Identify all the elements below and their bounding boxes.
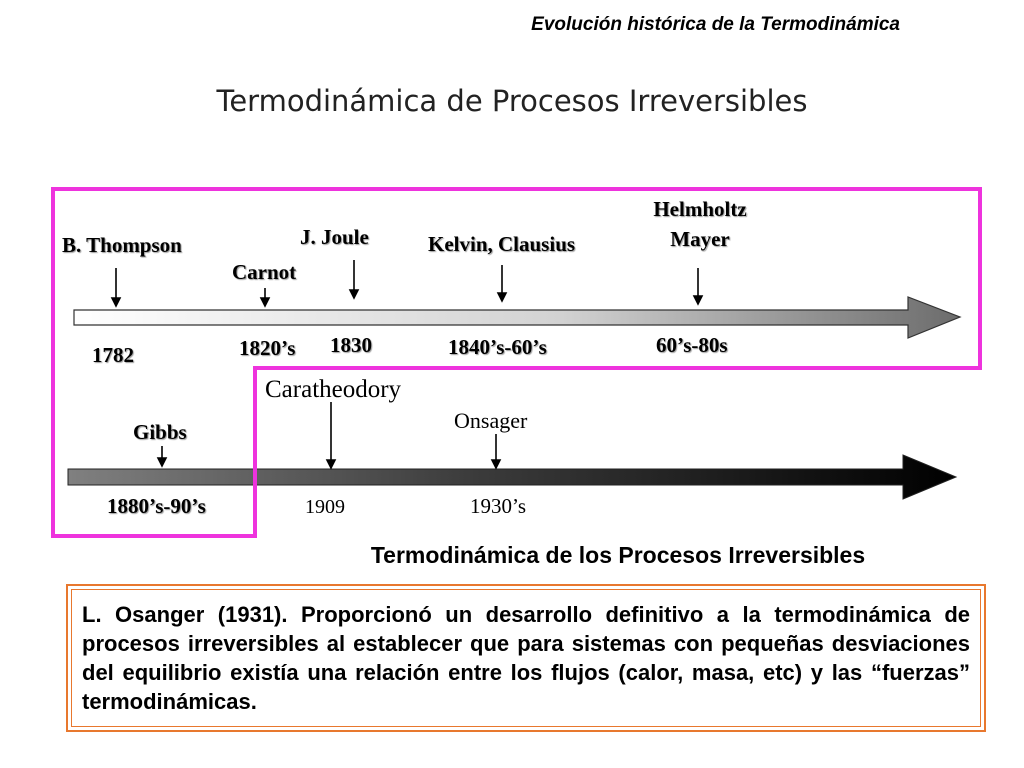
event-name-kelvin-clausius: Kelvin, Clausius	[428, 232, 576, 256]
event-date-carnot: 1820’s	[239, 336, 296, 360]
event-name-caratheodory: Caratheodory	[265, 376, 402, 403]
event-name-gibbs: Gibbs	[133, 420, 187, 444]
event-date-kelvin-clausius: 1840’s-60’s	[448, 335, 547, 359]
event-date-onsager: 1930’s	[470, 494, 527, 518]
event-date-caratheodory: 1909	[305, 496, 345, 518]
event-name-thompson: B. Thompson	[62, 233, 182, 257]
description-box	[66, 584, 986, 732]
event-name-helmholtz: Helmholtz	[653, 197, 747, 221]
event-name-mayer: Mayer	[670, 227, 730, 251]
header-note: Evolución histórica de la Termodinámica	[531, 14, 900, 35]
event-date-helmholtz-mayer: 60’s-80s	[656, 333, 728, 357]
event-name-onsager: Onsager	[454, 408, 528, 433]
event-name-joule: J. Joule	[300, 225, 369, 249]
timeline-arrow-lower	[68, 455, 956, 499]
event-date-gibbs: 1880’s-90’s	[107, 494, 206, 518]
event-name-carnot: Carnot	[232, 260, 297, 284]
event-date-thompson: 1782	[92, 343, 134, 367]
description-text: L. Osanger (1931). Proporcionó un desarrollo definitivo a la termodinámica de procesos irreversibles al establecer que para sistemas con pequeñas desviaciones del equilibrio existía una relación entre los flujos (calor, masa, etc) y las “fuerzas” termodinámicas.	[71, 589, 981, 727]
timeline-arrow-upper	[74, 297, 960, 338]
event-date-joule: 1830	[330, 333, 372, 357]
section-subtitle: Termodinámica de los Procesos Irreversibles	[370, 542, 866, 568]
slide-title: Termodinámica de Procesos Irreversibles	[216, 84, 808, 118]
